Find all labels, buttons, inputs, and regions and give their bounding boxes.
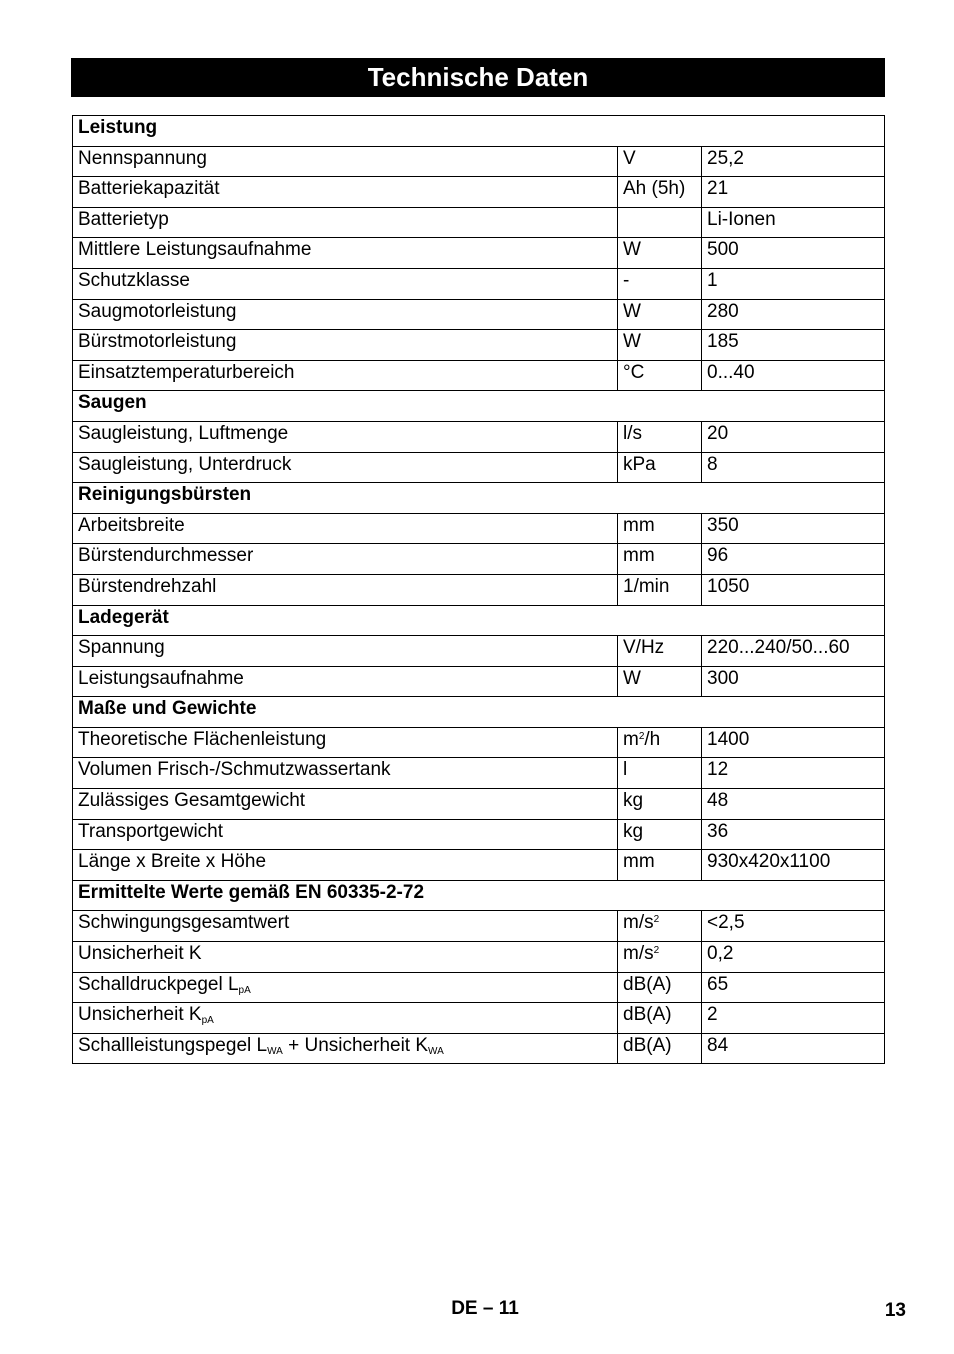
spec-label: Batteriekapazität	[73, 177, 618, 208]
table-row	[73, 666, 885, 697]
spec-label: Transportgewicht	[73, 819, 618, 850]
label-subscript: pA	[238, 984, 251, 996]
section-row-saugen	[73, 391, 885, 422]
section-heading: Ermittelte Werte gemäß EN 60335-2-72	[73, 880, 885, 911]
spec-value: 48	[702, 789, 885, 820]
spec-label: Länge x Breite x Höhe	[73, 850, 618, 881]
label-mid: + Unsicherheit K	[282, 1034, 429, 1056]
table-row	[73, 452, 885, 483]
spec-value: 2	[702, 1003, 885, 1034]
spec-unit: kg	[618, 819, 702, 850]
section-heading: Saugen	[73, 391, 885, 422]
table-row	[73, 942, 885, 973]
table-row	[73, 268, 885, 299]
spec-label: Theoretische Flächenleistung	[73, 727, 618, 758]
spec-value: 1400	[702, 727, 885, 758]
unit-superscript: 2	[653, 914, 660, 926]
spec-unit	[618, 942, 702, 973]
table-row	[73, 544, 885, 575]
spec-label: Bürstendurchmesser	[73, 544, 618, 575]
spec-value: 300	[702, 666, 885, 697]
unit-superscript: 2	[638, 730, 645, 742]
spec-value: 350	[702, 513, 885, 544]
section-row-ermittelte-werte	[73, 880, 885, 911]
spec-label	[73, 1003, 618, 1034]
table-row	[73, 360, 885, 391]
spec-value: 20	[702, 421, 885, 452]
label-base: Unsicherheit K	[78, 1004, 202, 1026]
spec-unit	[618, 911, 702, 942]
table-row	[73, 636, 885, 667]
spec-label: Arbeitsbreite	[73, 513, 618, 544]
table-row	[73, 1003, 885, 1034]
table-row	[73, 727, 885, 758]
spec-unit: °C	[618, 360, 702, 391]
spec-value: 84	[702, 1033, 885, 1064]
spec-value: 8	[702, 452, 885, 483]
spec-unit: l/s	[618, 421, 702, 452]
spec-label: Einsatztemperaturbereich	[73, 360, 618, 391]
table-row	[73, 819, 885, 850]
section-row-leistung	[73, 116, 885, 147]
spec-value: Li-Ionen	[702, 207, 885, 238]
spec-label: Batterietyp	[73, 207, 618, 238]
unit-base: m	[623, 728, 639, 750]
spec-label: Bürstmotorleistung	[73, 330, 618, 361]
table-row	[73, 911, 885, 942]
label-subscript-2: WA	[428, 1045, 444, 1057]
unit-rest: /h	[644, 728, 661, 750]
spec-unit: W	[618, 330, 702, 361]
unit-superscript: 2	[653, 945, 660, 957]
label-base: Schallleistungspegel L	[78, 1034, 268, 1056]
section-heading: Leistung	[73, 116, 885, 147]
table-row	[73, 421, 885, 452]
spec-value: 36	[702, 819, 885, 850]
spec-unit: mm	[618, 850, 702, 881]
table-row	[73, 972, 885, 1003]
table-row	[73, 1033, 885, 1064]
table-row	[73, 146, 885, 177]
spec-unit: W	[618, 299, 702, 330]
section-row-reinigungsbuersten	[73, 483, 885, 514]
section-heading: Ladegerät	[73, 605, 885, 636]
spec-label: Unsicherheit K	[73, 942, 618, 973]
spec-label: Saugleistung, Unterdruck	[73, 452, 618, 483]
spec-label: Schwingungsgesamtwert	[73, 911, 618, 942]
spec-unit: l	[618, 758, 702, 789]
spec-unit: dB(A)	[618, 972, 702, 1003]
spec-label: Saugleistung, Luftmenge	[73, 421, 618, 452]
spec-value: 220...240/50...60	[702, 636, 885, 667]
table-row	[73, 513, 885, 544]
page-title: Technische Daten	[71, 58, 885, 97]
table-row	[73, 177, 885, 208]
spec-value: 21	[702, 177, 885, 208]
section-row-masse-gewichte	[73, 697, 885, 728]
page-number: 13	[884, 1300, 906, 1321]
spec-value: 185	[702, 330, 885, 361]
table-row	[73, 789, 885, 820]
spec-label: Zulässiges Gesamtgewicht	[73, 789, 618, 820]
spec-unit: dB(A)	[618, 1003, 702, 1034]
table-row	[73, 238, 885, 269]
label-base: Schalldruckpegel L	[78, 973, 239, 995]
spec-value: 500	[702, 238, 885, 269]
spec-label: Nennspannung	[73, 146, 618, 177]
label-subscript: WA	[267, 1045, 283, 1057]
spec-label: Mittlere Leistungsaufnahme	[73, 238, 618, 269]
spec-value: 1	[702, 268, 885, 299]
unit-base: m/s	[623, 912, 654, 934]
spec-unit: W	[618, 238, 702, 269]
spec-value: 12	[702, 758, 885, 789]
table-row	[73, 574, 885, 605]
spec-value: 96	[702, 544, 885, 575]
spec-label: Volumen Frisch-/Schmutzwassertank	[73, 758, 618, 789]
spec-label: Saugmotorleistung	[73, 299, 618, 330]
spec-label	[73, 1033, 618, 1064]
section-heading: Reinigungsbürsten	[73, 483, 885, 514]
table-row	[73, 299, 885, 330]
section-row-ladegeraet	[73, 605, 885, 636]
spec-value: 1050	[702, 574, 885, 605]
spec-label: Bürstendrehzahl	[73, 574, 618, 605]
spec-value: 0,2	[702, 942, 885, 973]
spec-value: 930x420x1100	[702, 850, 885, 881]
spec-unit: kPa	[618, 452, 702, 483]
spec-unit	[618, 207, 702, 238]
spec-unit: dB(A)	[618, 1033, 702, 1064]
table-row	[73, 330, 885, 361]
spec-unit: mm	[618, 513, 702, 544]
spec-label	[73, 972, 618, 1003]
spec-value: 0...40	[702, 360, 885, 391]
spec-value: 65	[702, 972, 885, 1003]
label-subscript: pA	[201, 1015, 214, 1027]
spec-label: Schutzklasse	[73, 268, 618, 299]
table-row	[73, 850, 885, 881]
table-row	[73, 207, 885, 238]
section-heading: Maße und Gewichte	[73, 697, 885, 728]
spec-unit: 1/min	[618, 574, 702, 605]
table-row	[73, 758, 885, 789]
spec-label: Leistungsaufnahme	[73, 666, 618, 697]
spec-value: 280	[702, 299, 885, 330]
spec-unit: kg	[618, 789, 702, 820]
spec-unit: Ah (5h)	[618, 177, 702, 208]
unit-base: m/s	[623, 943, 654, 965]
spec-unit: mm	[618, 544, 702, 575]
spec-unit: W	[618, 666, 702, 697]
spec-unit: V	[618, 146, 702, 177]
spec-unit: -	[618, 268, 702, 299]
spec-label: Spannung	[73, 636, 618, 667]
spec-unit	[618, 727, 702, 758]
spec-value: <2,5	[702, 911, 885, 942]
spec-unit: V/Hz	[618, 636, 702, 667]
spec-value: 25,2	[702, 146, 885, 177]
page-label: DE – 11	[451, 1298, 519, 1319]
technical-data-table	[72, 115, 885, 1064]
